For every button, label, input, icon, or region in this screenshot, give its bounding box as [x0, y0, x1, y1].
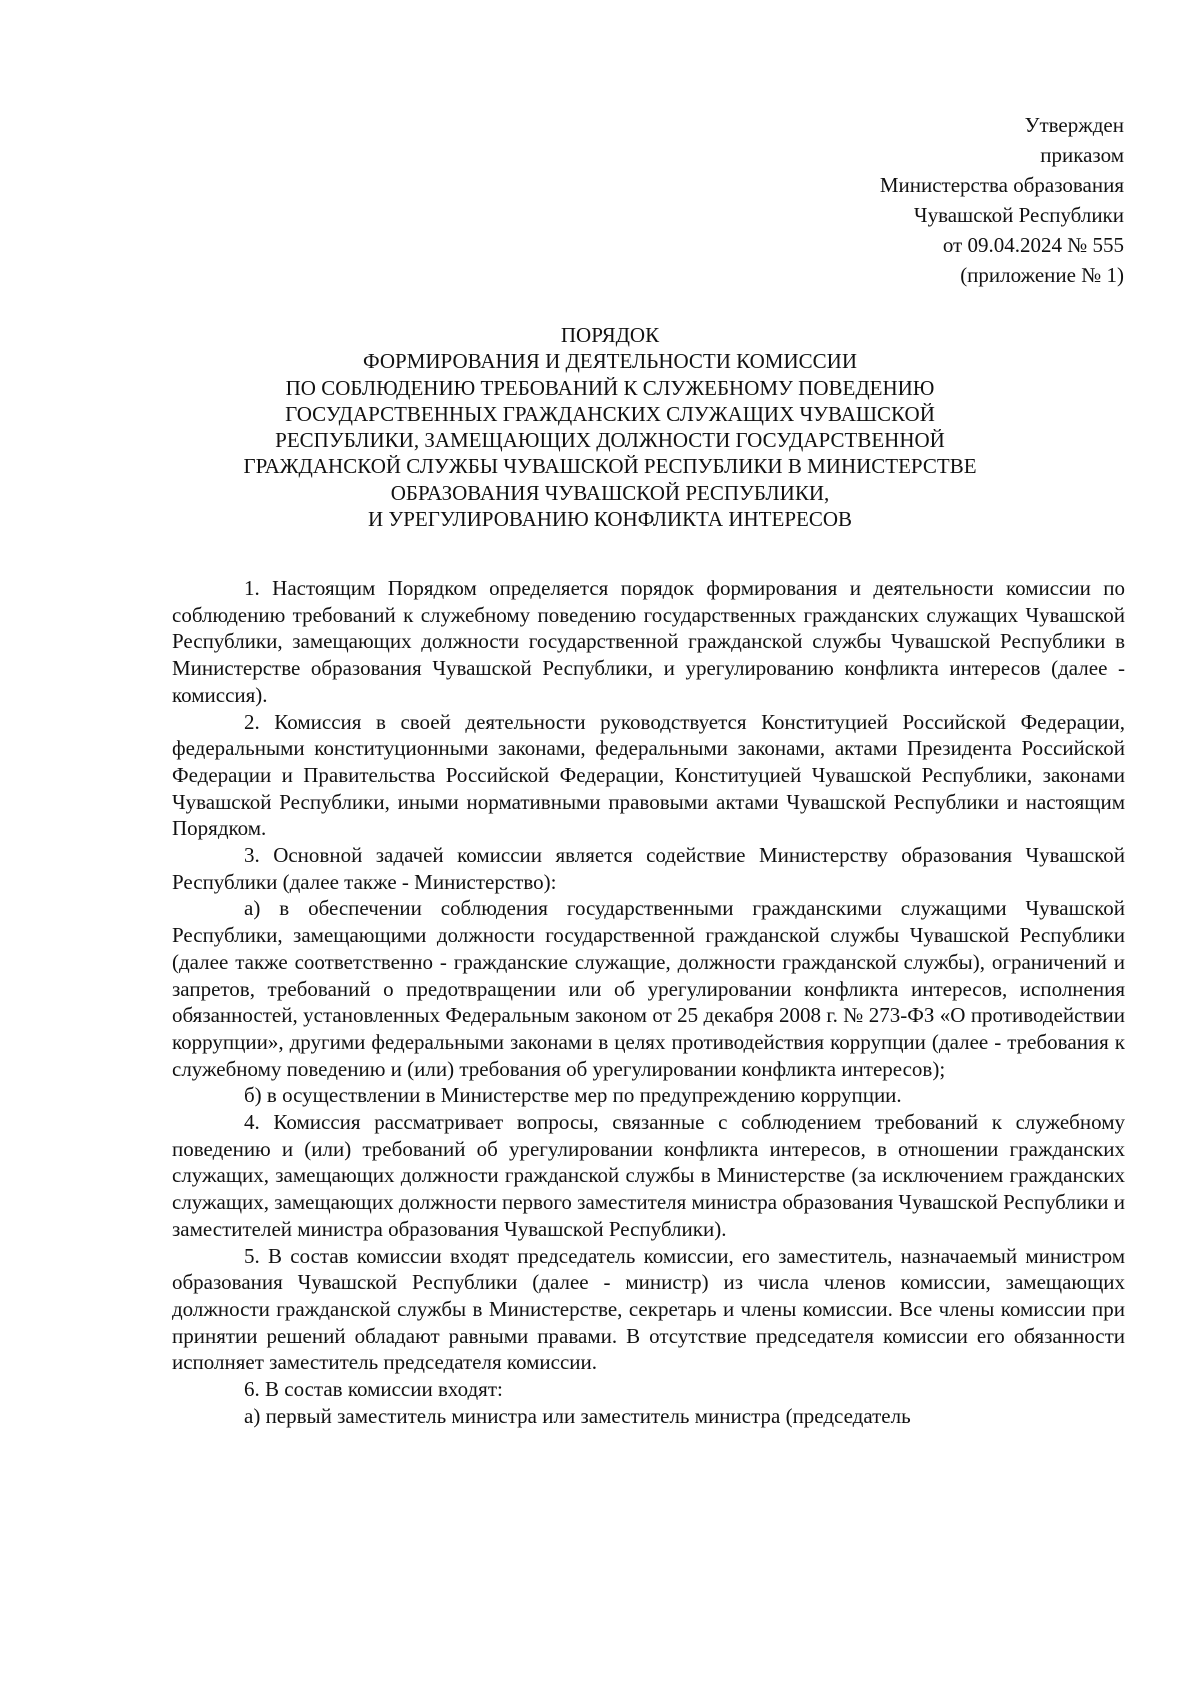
- paragraph: 3. Основной задачей комиссии является содействие Министерству образования Чувашской Республики (далее также - Министерство):: [172, 843, 1125, 894]
- title-line: ГРАЖДАНСКОЙ СЛУЖБЫ ЧУВАШСКОЙ РЕСПУБЛИКИ В МИНИСТЕРСТВЕ: [243, 454, 977, 479]
- title-line: И УРЕГУЛИРОВАНИЮ КОНФЛИКТА ИНТЕРЕСОВ: [367, 507, 853, 532]
- approval-line: Чувашской Республики: [913, 203, 1124, 227]
- title-line: ГОСУДАРСТВЕННЫХ ГРАЖДАНСКИХ СЛУЖАЩИХ ЧУВАШСКОЙ: [285, 401, 935, 426]
- approval-line: от 09.04.2024 № 555: [942, 233, 1124, 257]
- title-line: ПО СОБЛЮДЕНИЮ ТРЕБОВАНИЙ К СЛУЖЕБНОМУ ПОВЕДЕНИЮ: [285, 375, 935, 400]
- paragraph: б) в осуществлении в Министерстве мер по предупреждению коррупции.: [244, 1083, 902, 1108]
- paragraph: 6. В состав комиссии входят:: [244, 1377, 503, 1402]
- paragraph: 5. В состав комиссии входят председатель комиссии, его заместитель, назначаемый министром образования Чувашской Республики (далее - министр) из числа членов комиссии, замещающих должности гражданской службы в Министерстве, секретарь и члены комиссии. Все члены комиссии при принятии решений обладают равными правами. В отсутствие председателя комиссии его обязанности исполняет заместитель председателя комиссии.: [172, 1243, 1125, 1375]
- approval-stamp: [880, 110, 1124, 290]
- document-title: [170, 322, 1050, 532]
- approval-line: Министерства образования: [879, 173, 1124, 197]
- title-line: ОБРАЗОВАНИЯ ЧУВАШСКОЙ РЕСПУБЛИКИ,: [390, 480, 830, 505]
- title-line: ФОРМИРОВАНИЯ И ДЕЯТЕЛЬНОСТИ КОМИССИИ: [363, 349, 857, 374]
- paragraph: а) первый заместитель министра или заместитель министра (председатель: [244, 1403, 911, 1428]
- paragraph: 2. Комиссия в своей деятельности руководствуется Конституцией Российской Федерации, федеральными конституционными законами, федеральными законами, актами Президента Российской Федерации и Правительства Российской Федерации, Конституцией Чувашской Республики, законами Чувашской Республики, иными нормативными правовыми актами Чувашской Республики и настоящим Порядком.: [172, 709, 1125, 841]
- paragraph: 1. Настоящим Порядком определяется порядок формирования и деятельности комиссии по соблюдению требований к служебному поведению государственных гражданских служащих Чувашской Республики, замещающих должности государственной гражданской службы Чувашской Республики в Министерстве образования Чувашской Республики, и урегулированию конфликта интересов (далее - комиссия).: [172, 576, 1125, 707]
- paragraph: 4. Комиссия рассматривает вопросы, связанные с соблюдением требований к служебному поведению и (или) требований об урегулировании конфликта интересов, в отношении гражданских служащих, замещающих должности гражданской службы в Министерстве (за исключением гражданских служащих, замещающих должности первого заместителя министра образования Чувашской Республики и заместителей министра образования Чувашской Республики).: [172, 1110, 1125, 1241]
- approval-line: (приложение № 1): [960, 263, 1124, 287]
- approval-line: приказом: [1040, 143, 1124, 167]
- document-body: [172, 575, 1125, 1430]
- title-line: ПОРЯДОК: [560, 323, 660, 347]
- approval-line: Утвержден: [1024, 113, 1124, 137]
- title-line: РЕСПУБЛИКИ, ЗАМЕЩАЮЩИХ ДОЛЖНОСТИ ГОСУДАРСТВЕННОЙ: [275, 428, 945, 453]
- paragraph: а) в обеспечении соблюдения государственными гражданскими служащими Чувашской Республики, замещающими должности государственной гражданской службы Чувашской Республики (далее также соответственно - гражданские служащие, должности гражданской службы), ограничений и запретов, требований о предотвращении или об урегулировании конфликта интересов, исполнения обязанностей, установленных Федеральным законом от 25 декабря 2008 г. № 273-ФЗ «О противодействии коррупции», другими федеральными законами в целях противодействия коррупции (далее - требования к служебному поведению и (или) требования об урегулировании конфликта интересов);: [172, 896, 1125, 1081]
